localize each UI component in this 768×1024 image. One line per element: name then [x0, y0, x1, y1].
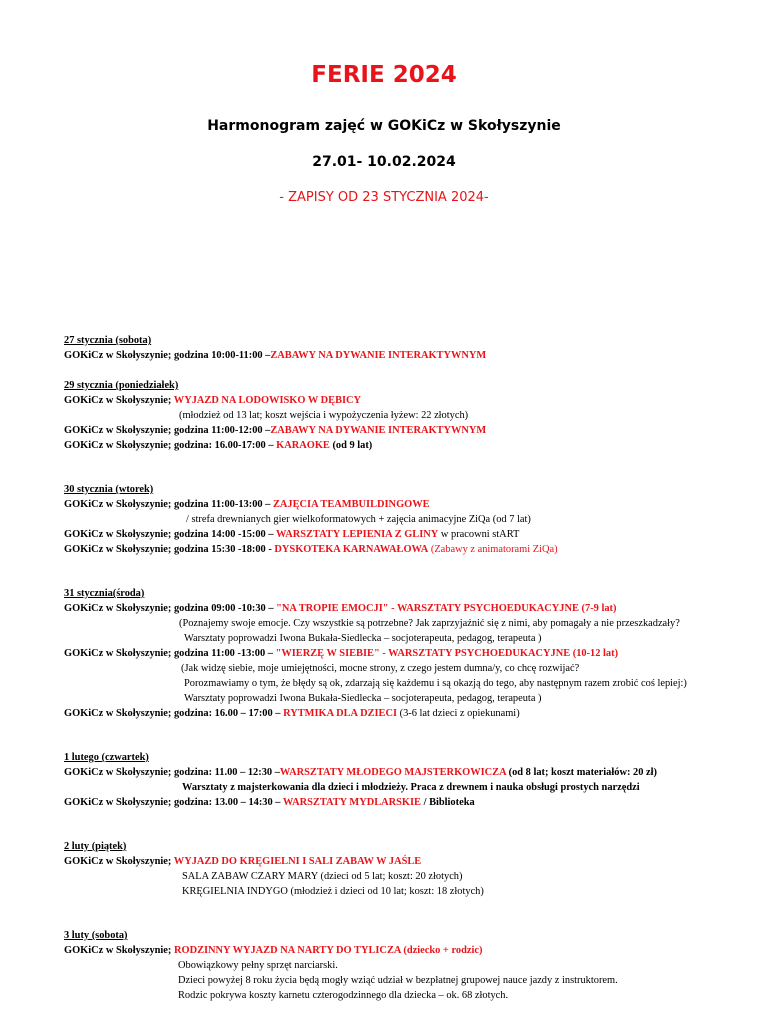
day-heading: 30 stycznia (wtorek) [64, 484, 154, 495]
event-note: Rodzic pokrywa koszty karnetu czterogodzinnego dla dziecka – ok. 68 złotych. [178, 990, 509, 1001]
event-name: WARSZTATY MŁODEGO MAJSTERKOWICZA [279, 767, 507, 778]
schedule [64, 333, 754, 1018]
date-range: 27.01- 10.02.2024 [312, 154, 456, 170]
event-row: GOKiCz w Skołyszynie; godzina 10:00-11:00 –ZABAWY NA DYWANIE INTERAKTYWNYM [64, 350, 487, 361]
event-name: "WIERZĘ W SIEBIE" - WARSZTATY PSYCHOEDUKACYJNE (10-12 lat) [275, 648, 619, 659]
event-note: KRĘGIELNIA INDYGO (młodzież i dzieci od 10 lat; koszt: 18 złotych) [182, 886, 484, 897]
event-note: (młodzież od 13 lat; koszt wejścia i wypożyczenia łyżew: 22 złotych) [179, 410, 469, 421]
event-row: GOKiCz w Skołyszynie; godzina 11:00-13:00 – ZAJĘCIA TEAMBUILDINGOWE [64, 499, 430, 510]
event-row: GOKiCz w Skołyszynie; godzina 11:00-12:00 –ZABAWY NA DYWANIE INTERAKTYWNYM [64, 425, 487, 436]
event-note: (Jak widzę siebie, moje umiejętności, mocne strony, z czego jestem dumna/y, co chcę rozwijać? [181, 663, 580, 674]
day-block [64, 333, 754, 363]
event-name: DYSKOTEKA KARNAWAŁOWA [274, 544, 429, 555]
event-note: Warsztaty z majsterkowania dla dzieci i młodzieży. Praca z drewnem i nauka obsługi prostych narzędzi [182, 782, 640, 793]
day-block [64, 928, 754, 1003]
registration-notice: - ZAPISY OD 23 STYCZNIA 2024- [279, 190, 489, 205]
event-name: WYJAZD NA LODOWISKO W DĘBICY [173, 395, 362, 406]
event-row: GOKiCz w Skołyszynie; godzina 09:00 -10:30 – "NA TROPIE EMOCJI" - WARSZTATY PSYCHOEDUKACYJNE (7-9 lat) [64, 603, 617, 614]
event-name: WARSZTATY MYDLARSKIE [282, 797, 421, 808]
event-row: GOKiCz w Skołyszynie; godzina 14:00 -15:00 – WARSZTATY LEPIENIA Z GLINY w pracowni stART [64, 529, 520, 540]
event-name: KARAOKE [276, 440, 330, 451]
event-name: ZABAWY NA DYWANIE INTERAKTYWNYM [270, 350, 487, 361]
event-note: Obowiązkowy pełny sprzęt narciarski. [178, 960, 338, 971]
event-row: GOKiCz w Skołyszynie; godzina: 13.00 – 14:30 – WARSZTATY MYDLARSKIE / Biblioteka [64, 797, 475, 808]
event-name: RYTMIKA DLA DZIECI [283, 708, 398, 719]
schedule-subtitle: Harmonogram zajęć w GOKiCz w Skołyszynie [207, 118, 561, 134]
event-row: GOKiCz w Skołyszynie; godzina: 16.00-17:00 – KARAOKE (od 9 lat) [64, 440, 373, 451]
day-heading: 29 stycznia (poniedziałek) [64, 380, 179, 391]
event-name: WYJAZD DO KRĘGIELNI I SALI ZABAW W JAŚLE [173, 856, 422, 867]
day-heading: 27 stycznia (sobota) [64, 335, 152, 346]
event-name: "NA TROPIE EMOCJI" - WARSZTATY PSYCHOEDUKACYJNE (7-9 lat) [276, 603, 617, 614]
event-note: Warsztaty poprowadzi Iwona Bukała-Siedlecka – socjoterapeuta, pedagog, terapeuta ) [184, 693, 542, 704]
event-note: Warsztaty poprowadzi Iwona Bukała-Siedlecka – socjoterapeuta, pedagog, terapeuta ) [184, 633, 542, 644]
event-note: (Poznajemy swoje emocje. Czy wszystkie są potrzebne? Jak zaprzyjaźnić się z nimi, aby pomagały a nie przeszkadzały? [179, 618, 680, 629]
event-row: GOKiCz w Skołyszynie; godzina 15:30 -18:00 - DYSKOTEKA KARNAWAŁOWA (Zabawy z animatorami ZiQa) [64, 544, 558, 555]
day-heading: 1 lutego (czwartek) [64, 752, 149, 763]
day-block [64, 586, 754, 721]
event-note: Porozmawiamy o tym, że błędy są ok, zdarzają się każdemu i są okazją do tego, aby następnym razem zrobić coś lepiej:) [184, 678, 687, 689]
event-name: RODZINNY WYJAZD NA NARTY DO TYLICZA (dziecko + rodzic) [173, 945, 483, 956]
event-name: WARSZTATY LEPIENIA Z GLINY [275, 529, 439, 540]
day-block [64, 378, 754, 453]
event-row: GOKiCz w Skołyszynie; godzina: 11.00 – 12:30 –WARSZTATY MŁODEGO MAJSTERKOWICZA (od 8 lat; koszt materiałów: 20 zł) [64, 767, 657, 778]
event-note: Dzieci powyżej 8 roku życia będą mogły wziąć udział w bezpłatnej grupowej nauce jazdy z instruktorem. [178, 975, 618, 986]
page-title: FERIE 2024 [311, 62, 457, 88]
event-name: ZABAWY NA DYWANIE INTERAKTYWNYM [270, 425, 487, 436]
day-heading: 31 stycznia(środa) [64, 588, 145, 599]
day-heading: 2 luty (piątek) [64, 841, 127, 852]
day-block [64, 839, 754, 899]
event-note: / strefa drewnianych gier wielkoformatowych + zajęcia animacyjne ZiQa (od 7 lat) [186, 514, 531, 525]
event-row: GOKiCz w Skołyszynie; WYJAZD NA LODOWISKO W DĘBICY [64, 395, 362, 406]
day-block [64, 482, 754, 557]
day-block [64, 750, 754, 810]
event-row: GOKiCz w Skołyszynie; RODZINNY WYJAZD NA NARTY DO TYLICZA (dziecko + rodzic) [64, 945, 483, 956]
event-row: GOKiCz w Skołyszynie; godzina 11:00 -13:00 – "WIERZĘ W SIEBIE" - WARSZTATY PSYCHOEDUKACYJNE (10-12 lat) [64, 648, 619, 659]
event-row: GOKiCz w Skołyszynie; WYJAZD DO KRĘGIELNI I SALI ZABAW W JAŚLE [64, 856, 422, 867]
event-row: GOKiCz w Skołyszynie; godzina: 16.00 – 17:00 – RYTMIKA DLA DZIECI (3-6 lat dzieci z opiekunami) [64, 708, 520, 719]
day-heading: 3 luty (sobota) [64, 930, 128, 941]
event-note: SALA ZABAW CZARY MARY (dzieci od 5 lat; koszt: 20 złotych) [182, 871, 463, 882]
event-name: ZAJĘCIA TEAMBUILDINGOWE [272, 499, 430, 510]
